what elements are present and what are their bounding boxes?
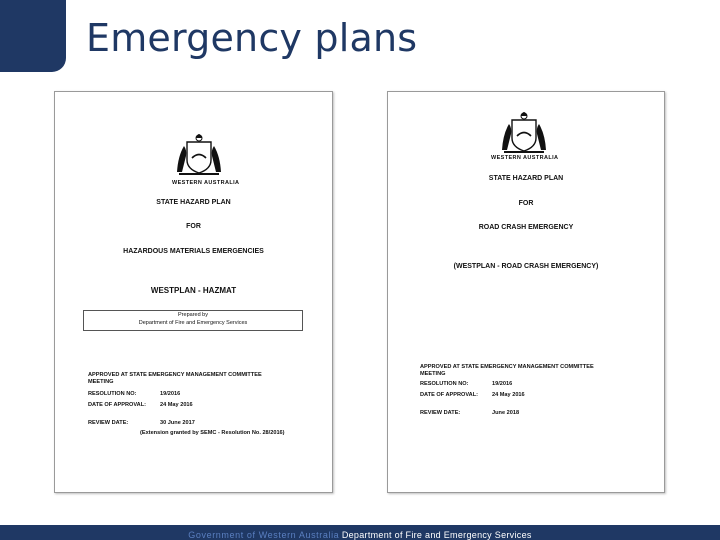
doc-for-label: FOR: [186, 223, 201, 230]
extension-note: (Extension granted by SEMC - Resolution No. 28/2016): [140, 430, 285, 436]
approval-details: [88, 391, 318, 451]
document-road-crash-plan[interactable]: [387, 91, 665, 493]
doc-for-label: FOR: [518, 200, 534, 207]
footer-department: Department of Fire and Emergency Services: [341, 530, 532, 540]
review-date-label: REVIEW DATE:: [88, 420, 129, 426]
resolution-label: RESOLUTION NO:: [88, 391, 137, 397]
crest-caption: WESTERN AUSTRALIA: [491, 155, 559, 161]
doc-heading: STATE HAZARD PLAN: [488, 175, 564, 182]
prepared-by-box: [83, 310, 303, 331]
doc-subject: HAZARDOUS MATERIALS EMERGENCIES: [123, 248, 264, 255]
approved-line-2: MEETING: [88, 379, 114, 385]
crest-caption: WESTERN AUSTRALIA: [172, 180, 240, 186]
resolution-value: 19/2016: [492, 381, 513, 387]
review-date-value: 30 June 2017: [160, 420, 195, 426]
approval-date-label: DATE OF APPROVAL:: [88, 402, 147, 408]
approval-date-label: DATE OF APPROVAL:: [420, 392, 479, 398]
doc-plan-name: (WESTPLAN - ROAD CRASH EMERGENCY): [453, 263, 599, 270]
review-date-label: REVIEW DATE:: [420, 410, 461, 416]
prepared-by-value: Department of Fire and Emergency Services: [138, 320, 248, 326]
approval-date-value: 24 May 2016: [160, 402, 193, 408]
resolution-value: 19/2016: [160, 391, 181, 397]
wa-coat-of-arms-icon: [173, 128, 225, 178]
approval-details: [420, 381, 650, 421]
approved-line-1: APPROVED AT STATE EMERGENCY MANAGEMENT COMMITTEE: [88, 372, 262, 378]
document-hazmat-plan[interactable]: [54, 91, 333, 493]
footer-government: Government of Western Australia: [188, 530, 340, 540]
corner-accent: [0, 0, 66, 72]
approval-block: [88, 372, 262, 386]
doc-subject: ROAD CRASH EMERGENCY: [478, 224, 574, 231]
footer-bar: [0, 525, 720, 540]
prepared-by-label: Prepared by: [178, 312, 208, 318]
approved-line-2: MEETING: [420, 371, 446, 377]
doc-plan-name: WESTPLAN - HAZMAT: [150, 286, 237, 295]
doc-heading: STATE HAZARD PLAN: [156, 199, 231, 206]
wa-coat-of-arms-icon: [498, 106, 550, 156]
approval-date-value: 24 May 2016: [492, 392, 525, 398]
slide-title: Emergency plans: [86, 16, 418, 60]
approval-block: [420, 364, 594, 378]
approved-line-1: APPROVED AT STATE EMERGENCY MANAGEMENT COMMITTEE: [420, 364, 594, 370]
resolution-label: RESOLUTION NO:: [420, 381, 469, 387]
review-date-value: June 2018: [492, 410, 520, 416]
